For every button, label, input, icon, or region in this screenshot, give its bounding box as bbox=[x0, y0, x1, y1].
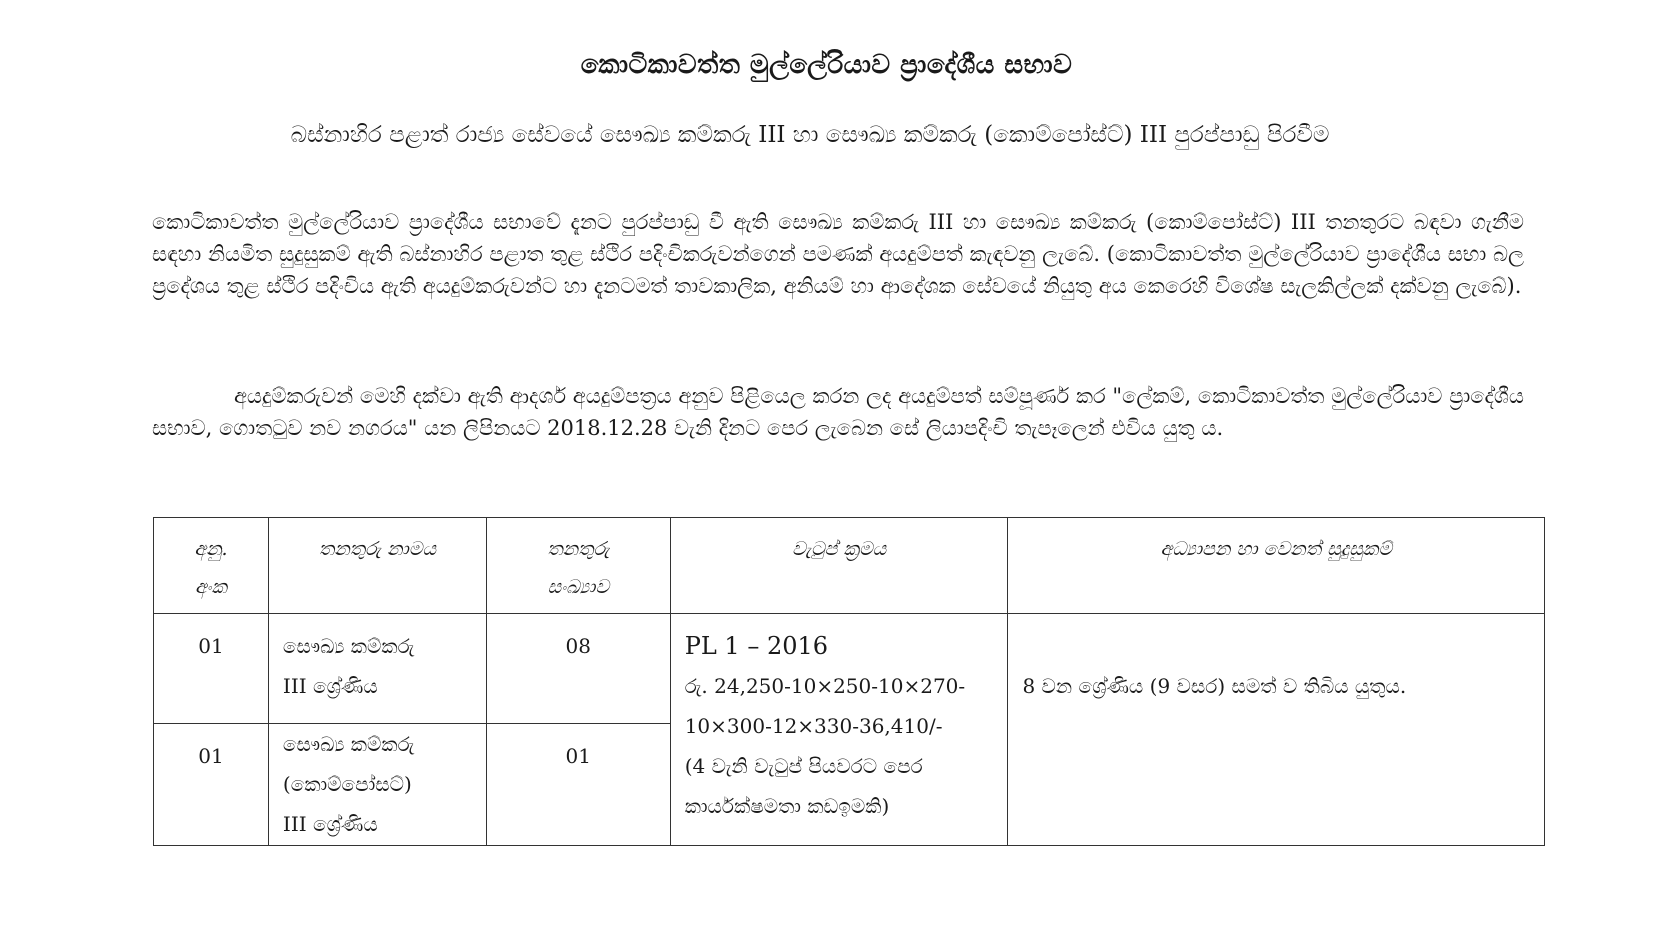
cell-salary-scale bbox=[670, 614, 1008, 846]
cell-post-count: 08 bbox=[486, 614, 670, 724]
cell-qualification: 8 වන ශ්‍රේණිය (9 වසර) සමත් ව තිබිය යුතුය. bbox=[1008, 614, 1545, 846]
cell-post-name: සෞඛ්‍ය කම්කරු (කොම්පෝසට්) III ශ්‍රේණිය bbox=[268, 724, 486, 846]
document-subtitle: බස්නාහිර පළාත් රාජ්‍ය සේවයේ සෞඛ්‍ය කම්කරු III හා සෞඛ්‍ය කම්කරු (කොම්පෝස්ට්) III පුරප්පාඩු පිරවීම bbox=[290, 122, 1330, 148]
salary-scale-line: 10×300-12×330-36,410/- bbox=[684, 714, 943, 738]
table-row bbox=[154, 614, 1545, 724]
paragraph-submission: අයදුම්කරුවන් මෙහි දක්වා ඇති ආදර්ශ අයදුම්පත්‍රය අනුව පිළියෙල කරන ලද අයදුම්පත් සම්පූර්ණ කර "ලේකම්, කොටිකාවත්ත මුල්ලේරියාව ප්‍රාදේශීය සභාව, ගොතටුව නව නගරය" යන ලිපිනයට 2018.12.28 වැනි දිනට පෙර ලැබෙන සේ ලියාපදිංචි තැපෑලෙන් එවිය යුතු ය. bbox=[152, 384, 1524, 440]
header-serial: අනු. අංක bbox=[154, 518, 269, 614]
header-salary: වැටුප් ක්‍රමය bbox=[670, 518, 1008, 614]
salary-code: PL 1 – 2016 bbox=[684, 632, 829, 660]
vacancy-table bbox=[153, 517, 1545, 846]
table-header-row bbox=[154, 518, 1545, 614]
cell-post-name: සෞඛ්‍ය කම්කරු III ශ්‍රේණිය bbox=[268, 614, 486, 724]
header-post-name: තනතුරු නාමය bbox=[268, 518, 486, 614]
header-qualifications: අධ්‍යාපන හා වෙනත් සුදුසුකම් bbox=[1008, 518, 1545, 614]
cell-post-count: 01 bbox=[486, 724, 670, 846]
document-title: කොටිකාවත්ත මුල්ලේරියාව ප්‍රාදේශීය සභාව bbox=[580, 50, 1073, 80]
salary-note: (4 වැනි වැටුප් පියවරට පෙර bbox=[684, 754, 923, 778]
salary-note: කාර්යක්ෂමතා කඩඉමකි) bbox=[684, 794, 890, 818]
paragraph-invitation: කොටිකාවත්ත මුල්ලේරියාව ප්‍රාදේශීය සභාවේ දැනට පුරප්පාඩු වී ඇති සෞඛ්‍ය කම්කරු III හා සෞඛ්‍ය කම්කරු (කොම්පෝස්ට්) III තනතුරට බඳවා ගැනීම සඳහා නියමිත සුදුසුකම් ඇති බස්නාහිර පළාත තුළ ස්ථිර පදිංචිකරුවන්ගෙන් පමණක් අයදුම්පත් කැඳවනු ලැබේ. (කොටිකාවත්ත මුල්ලේරියාව ප්‍රාදේශීය සභා බල ප්‍රදේශය තුළ ස්ථිර පදිංචිය ඇති අයදුම්කරුවන්ට හා දැනටමත් තාවකාලික, අනියම් හා ආදේශක සේවයේ නියුතු අය කෙරෙහි විශේෂ සැලකිල්ලක් දක්වනු ලැබේ). bbox=[152, 210, 1524, 298]
header-post-count: තනතුරු සංඛ්‍යාව bbox=[486, 518, 670, 614]
cell-serial: 01 bbox=[154, 724, 269, 846]
cell-serial: 01 bbox=[154, 614, 269, 724]
salary-scale-line: රු. 24,250-10×250-10×270- bbox=[684, 674, 966, 698]
